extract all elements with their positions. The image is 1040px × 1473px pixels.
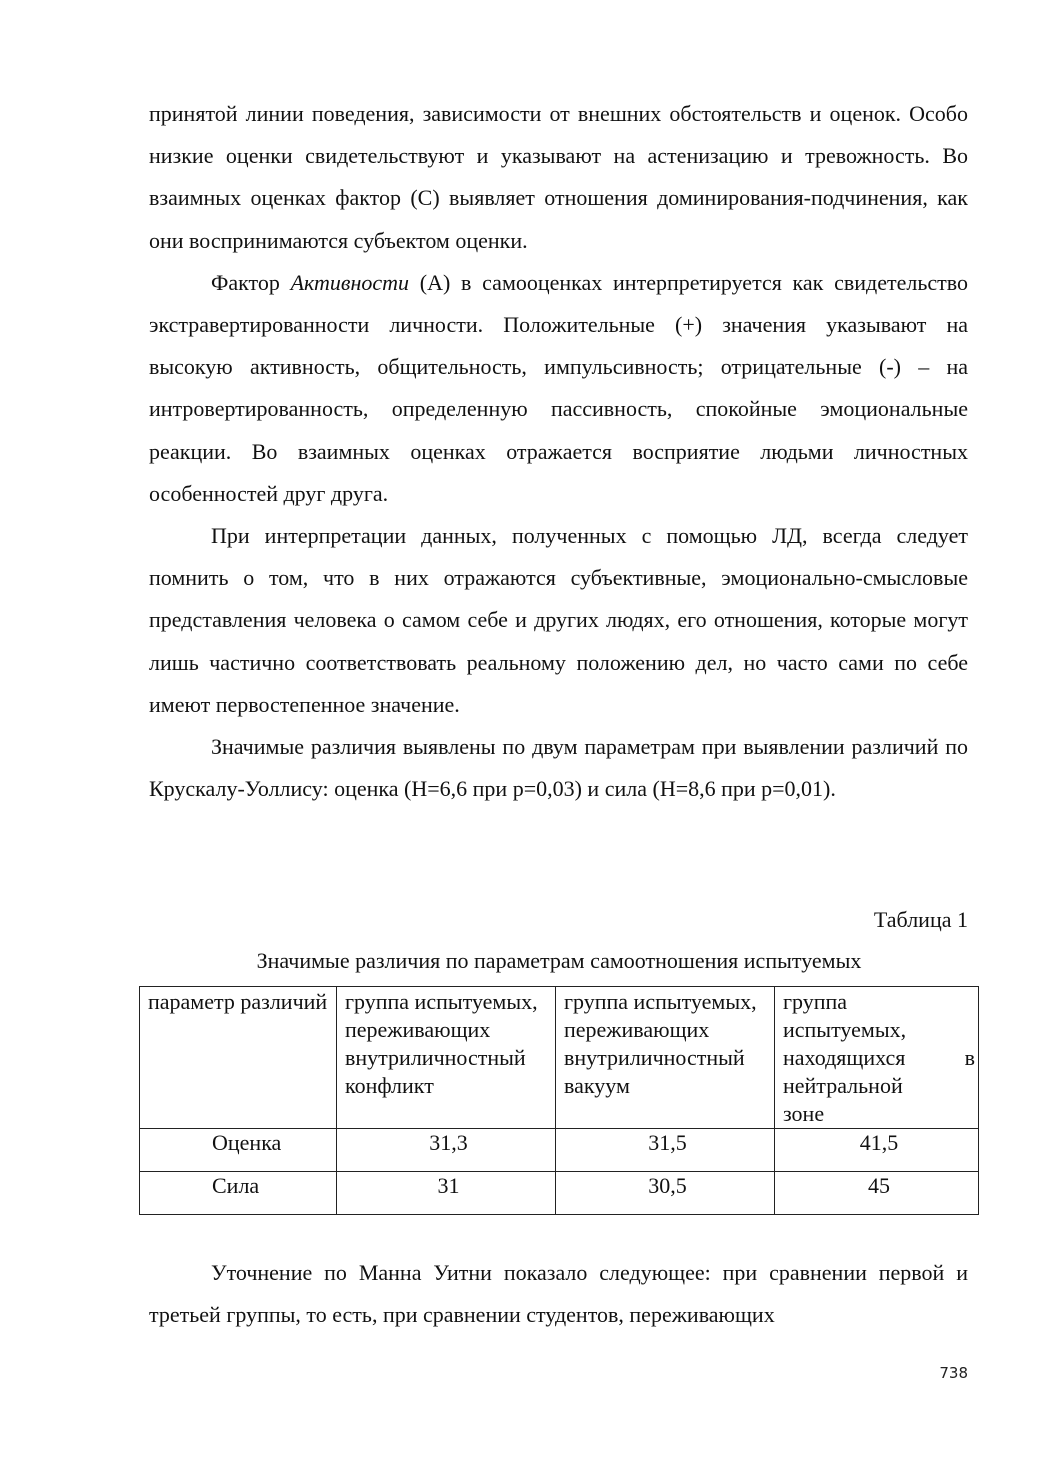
header-cell-group-vacuum: группа испытуемых, переживающих внутриличностный вакуум bbox=[556, 987, 775, 1129]
paragraph-3: При интерпретации данных, полученных с помощью ЛД, всегда следует помнить о том, что в них отражаются субъективные, эмоционально-смысловые представления человека о самом себе и других людях, его отношения, которые могут лишь частично соответствовать реальному положению дел, но часто сами по себе имеют первостепенное значение. bbox=[149, 523, 968, 717]
paragraph-2-start: Фактор bbox=[211, 269, 291, 295]
value-cell: 31 bbox=[337, 1172, 556, 1215]
header-line-justified bbox=[783, 1044, 975, 1072]
paragraph-4: Значимые различия выявлены по двум параметрам при выявлении различий по Крускалу-Уоллису: оценка (Н=6,6 при р=0,03) и сила (Н=8,6 при р=0,01). bbox=[149, 734, 968, 802]
header-word: в bbox=[964, 1045, 975, 1070]
row-label-cell: Сила bbox=[140, 1172, 337, 1215]
paragraph-1: принятой линии поведения, зависимости от внешних обстоятельств и оценок. Особо низкие оценки свидетельствуют и указывают на астенизацию и тревожность. Во взаимных оценках фактор (С) выявляет отношения доминирования-подчинения, как они воспринимаются субъектом оценки. bbox=[149, 101, 968, 253]
paragraph-2 bbox=[149, 262, 968, 515]
header-line: группа bbox=[783, 989, 848, 1014]
header-cell-group-neutral bbox=[775, 987, 979, 1129]
value-cell: 31,5 bbox=[556, 1129, 775, 1172]
table-row bbox=[140, 1129, 979, 1172]
table-header-row bbox=[140, 987, 979, 1129]
header-word: находящихся bbox=[783, 1045, 906, 1070]
value-cell: 45 bbox=[775, 1172, 979, 1215]
results-table bbox=[139, 986, 979, 1215]
page-number: 738 bbox=[939, 1364, 968, 1382]
paragraph-2-italic-term: Активности bbox=[290, 269, 410, 295]
value-cell: 31,3 bbox=[337, 1129, 556, 1172]
row-label-cell: Оценка bbox=[140, 1129, 337, 1172]
table-row bbox=[140, 1172, 979, 1215]
header-cell-group-conflict: группа испытуемых, переживающих внутриличностный конфликт bbox=[337, 987, 556, 1129]
header-line: нейтральной bbox=[783, 1073, 903, 1098]
header-cell-parameter: параметр различий bbox=[140, 987, 337, 1129]
value-cell: 41,5 bbox=[775, 1129, 979, 1172]
header-line: зоне bbox=[783, 1101, 825, 1126]
table-number: Таблица 1 bbox=[873, 907, 968, 932]
header-line: испытуемых, bbox=[783, 1017, 907, 1042]
body-text-bottom bbox=[149, 1252, 968, 1336]
body-text-top bbox=[149, 93, 968, 810]
value-cell: 30,5 bbox=[556, 1172, 775, 1215]
paragraph-2-rest: (А) в самооценках интерпретируется как свидетельство экстравертированности личности. Положительные (+) значения указывают на высокую активность, общительность, импульсивность; отрицательные (-) – на интровертированность, определенную пассивность, спокойные эмоциональные реакции. Во взаимных оценках отражается восприятие людьми личностных особенностей друг друга. bbox=[149, 269, 968, 506]
table-title: Значимые различия по параметрам самоотношения испытуемых bbox=[256, 948, 862, 973]
paragraph-5: Уточнение по Манна Уитни показало следующее: при сравнении первой и третьей группы, то есть, при сравнении студентов, переживающих bbox=[149, 1260, 968, 1328]
